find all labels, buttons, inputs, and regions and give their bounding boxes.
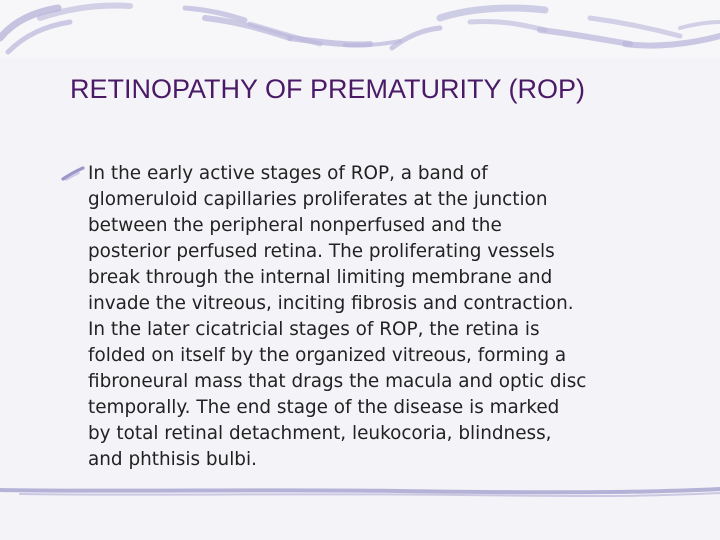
slide-title: RETINOPATHY OF PREMATURITY (ROP)	[70, 74, 586, 104]
brush-stroke-bullet-icon	[60, 166, 86, 182]
brush-strokes-decoration	[0, 0, 720, 58]
decorative-footer-line	[0, 484, 720, 504]
decorative-header-band	[0, 0, 720, 58]
footer-brush-line	[0, 484, 720, 504]
bullet-text: In the early active stages of ROP, a band of glomeruloid capillaries proliferates at the junction between the peripheral nonperfused and the posterior perfused retina. The proliferating vessels break through the internal limiting membrane and invade the vitreous, inciting fibrosis and contraction. In the later cicatricial stages of ROP, the retina is folded on itself by the organized vitreous, forming a fibroneural mass that drags the macula and optic disc temporally. The end stage of the disease is marked by total retinal detachment, leukocoria, blindness, and phthisis bulbi.	[88, 163, 587, 470]
